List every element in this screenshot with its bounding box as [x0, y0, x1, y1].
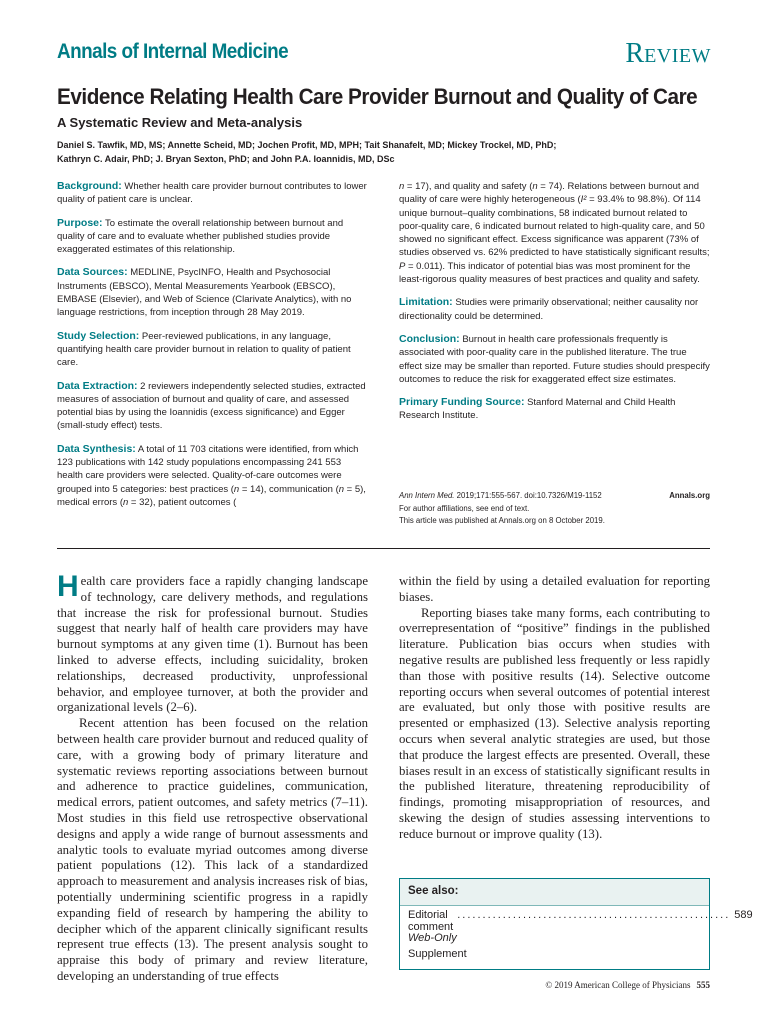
paragraph-text: Recent attention has been focused on the relation between health care provider burnout and reduced quality of care, with a growing body of primary literature and systematic reviews reporting associations between burnout and adherence to practice guidelines, communication, medical errors, patient outcomes, and safety metrics (7–11). Most studies in this field use retrospective observational designs and apply a wide range of burnout assessments and analytic tools to evaluate myriad outcomes among diverse patient populations (12). This lack of a standardized approach to measurement and analysis increases risk of bias, potentially undermining scientific progress in a rapidly expanding field of research by hampering the ability to decipher which of the apparent clinically significant results represent true effects (13). The present analysis sought to appraise this body of primary and review literature, developing an understanding of true effects	[57, 716, 368, 983]
abstract-text: = 17), and quality and safety (	[404, 181, 533, 192]
abstract-text: To estimate the overall relationship between burnout and quality of care and to evaluate whether published studies provide exaggerated estimates of this relationship.	[57, 217, 344, 256]
leader-dots: ......................................................	[457, 909, 731, 921]
editorial-comment-link[interactable]	[408, 909, 753, 933]
abstract-heading: Data Synthesis:	[57, 442, 136, 455]
see-also-header	[400, 879, 709, 906]
authors-line-1: Daniel S. Tawfik, MD, MS; Annette Scheid, MD; Jochen Profit, MD, MPH; Tait Shanafelt, MD; Mickey Trockel, MD, PhD;	[57, 140, 557, 150]
editorial-page: 589	[734, 909, 753, 921]
authors-line-2: Kathryn C. Adair, PhD; J. Bryan Sexton, PhD; and John P.A. Ioannidis, MD, DSc	[57, 154, 395, 164]
abstract-study-selection	[57, 330, 368, 370]
i2-symbol: I²	[580, 194, 587, 206]
see-also-title: See also:	[408, 885, 459, 897]
drop-cap: H	[57, 570, 79, 603]
abstract-purpose	[57, 217, 368, 257]
abstract-text: 2 reviewers independently selected studies, extracted measures of association of burnout and quality of care, and assessed potential bias by using the Ioannidis (excess significance) and Egger (small-study effect) tests.	[57, 380, 366, 432]
article-subtitle: A Systematic Review and Meta-analysis	[57, 115, 303, 130]
abstract-data-sources	[57, 266, 368, 319]
paragraph-text: within the field by using a detailed evaluation for reporting biases.	[399, 574, 710, 604]
body-paragraph-2	[57, 716, 368, 985]
abstract-heading: Primary Funding Source:	[399, 396, 525, 409]
paragraph-text: ealth care providers face a rapidly changing landscape of technology, care delivery methods, and regulations that increase the risk for professional burnout. Studies suggest that nearly half of health care providers may have burnout symptoms at any given time (1). Burnout has been linked to adverse effects, including suicidality, broken relationships, decreased productivity, unprofessional behavior, and employee turnover, at both the provider and organizational levels (2–6).	[57, 574, 368, 715]
body-left-column	[57, 570, 368, 985]
page-footer	[545, 980, 710, 990]
abstract-text: = 5), medical errors (	[57, 483, 366, 508]
body-paragraph-2-cont	[399, 574, 710, 606]
section-label-rest: EVIEW	[644, 45, 711, 67]
abstract-text: A total of 11 703 citations were identified, from which 123 publications with 142 study populations encompassing 241 553 health care providers were selected. Quality-of-care outcomes were grouped into 5 categories: best practices (	[57, 443, 359, 495]
copyright: © 2019 American College of Physicians	[545, 980, 691, 990]
section-label	[625, 38, 711, 70]
editorial-label: Editorial comment	[408, 909, 454, 933]
body-right-column	[399, 574, 710, 843]
abstract-data-synthesis	[57, 443, 368, 509]
web-only-label: Web-Only	[408, 932, 457, 944]
abstract-text: = 14), communication (	[239, 483, 339, 495]
abstract-text: Burnout in health care professionals frequently is associated with poor-quality care in the published literature. The true effect size may be smaller than reported. Future studies should prespecify outcomes to reduce the risk for exaggerated effect size estimates.	[399, 333, 710, 385]
published-note: This article was published at Annals.org on 8 October 2019.	[399, 516, 605, 525]
journal-name: Annals of Internal Medicine	[57, 40, 289, 63]
section-divider	[57, 548, 710, 549]
abstract-funding	[399, 396, 710, 423]
abstract-text: Studies were primarily observational; neither causality nor directionality could be determined.	[399, 297, 699, 322]
citation-journal: Ann Intern Med.	[399, 491, 455, 500]
n-symbol: n	[532, 181, 538, 192]
abstract-limitation	[399, 296, 710, 323]
body-paragraph-3	[399, 606, 710, 843]
abstract-text: = 32), patient outcomes (	[128, 496, 237, 508]
abstract-heading: Background:	[57, 180, 122, 192]
body-paragraph-1	[57, 570, 368, 716]
abstract-conclusion	[399, 333, 710, 386]
abstract-heading: Study Selection:	[57, 329, 140, 342]
supplement-link[interactable]: Supplement	[408, 948, 467, 960]
abstract-data-extraction	[57, 380, 368, 433]
page-number: 555	[696, 980, 710, 990]
p-symbol: P	[399, 260, 406, 272]
citation-reference	[399, 490, 602, 503]
abstract-heading: Conclusion:	[399, 332, 460, 345]
article-title: Evidence Relating Health Care Provider Burnout and Quality of Care	[57, 84, 698, 109]
abstract-text: = 0.011). This indicator of potential bias was most prominent for the least-rigorous quality measures of best practices and quality and safety.	[399, 260, 700, 286]
paragraph-text: Reporting biases take many forms, each contributing to overrepresentation of “positive” findings in the published literature. Publication bias occurs when studies with negative results are published less frequently or less rapidly than those with positive results (14). Selective outcome reporting occurs when several outcomes of potential interest are evaluated, but only those with positive results are presented or emphasized (13). Selective analysis reporting occurs when several analytic strategies are used, but those that produce the largest effects are presented. Overall, these biases result in an excess of statistically significant results in the published literature, threatening reproducibility of findings, promoting misappropriation of resources, and skewing the design of studies assessing interventions to reduce burnout or improve quality (13).	[399, 605, 710, 841]
author-list	[57, 138, 717, 166]
n-symbol: n	[338, 483, 345, 495]
citation-details: 2019;171:555-567. doi:10.7326/M19-1152	[454, 491, 602, 500]
see-also-box	[399, 878, 753, 970]
citation-block	[399, 490, 710, 528]
abstract-text: Whether health care provider burnout contributes to lower quality of patient care is unclear.	[57, 181, 367, 206]
affiliations-note: For author affiliations, see end of text.	[399, 503, 530, 513]
abstract-text: MEDLINE, PsycINFO, Health and Psychosocial Instruments (EBSCO), Mental Measurements Yearbook (EBSCO), EMBASE (Elsevier), and Web of Science (Clarivate Analytics), with no language restrictions, from inception through 28 May 2019.	[57, 267, 352, 319]
abstract-data-synthesis-cont	[399, 180, 710, 286]
section-label-initial: R	[625, 38, 645, 69]
abstract-background	[57, 180, 368, 207]
abstract-heading: Limitation:	[399, 296, 453, 309]
n-symbol: n	[123, 496, 129, 508]
abstract-text: = 74). Relations between burnout and quality of care were highly heterogeneous (	[399, 181, 700, 206]
abstract-right-column	[399, 180, 710, 433]
n-symbol: n	[399, 181, 405, 192]
abstract-text: Stanford Maternal and Child Health Research Institute.	[399, 397, 676, 422]
journal-site-link[interactable]: Annals.org	[669, 491, 710, 500]
abstract-heading: Purpose:	[57, 216, 103, 229]
abstract-heading: Data Sources:	[57, 266, 128, 279]
n-symbol: n	[233, 483, 240, 495]
abstract-left-column	[57, 180, 368, 519]
abstract-text: = 93.4% to 98.8%). Of 114 unique burnout–quality combinations, 58 indicated burnout related to poor-quality care, 6 indicated burnout related to high-quality care, and 50 showed no significant effect. Excess significance was apparent (73% of studies observed vs. 62% predicted to have statistically significant results;	[399, 194, 710, 259]
abstract-text: Peer-reviewed publications, in any language, quantifying health care provider burnout in relation to quality of patient care.	[57, 330, 351, 369]
abstract-heading: Data Extraction:	[57, 379, 138, 392]
